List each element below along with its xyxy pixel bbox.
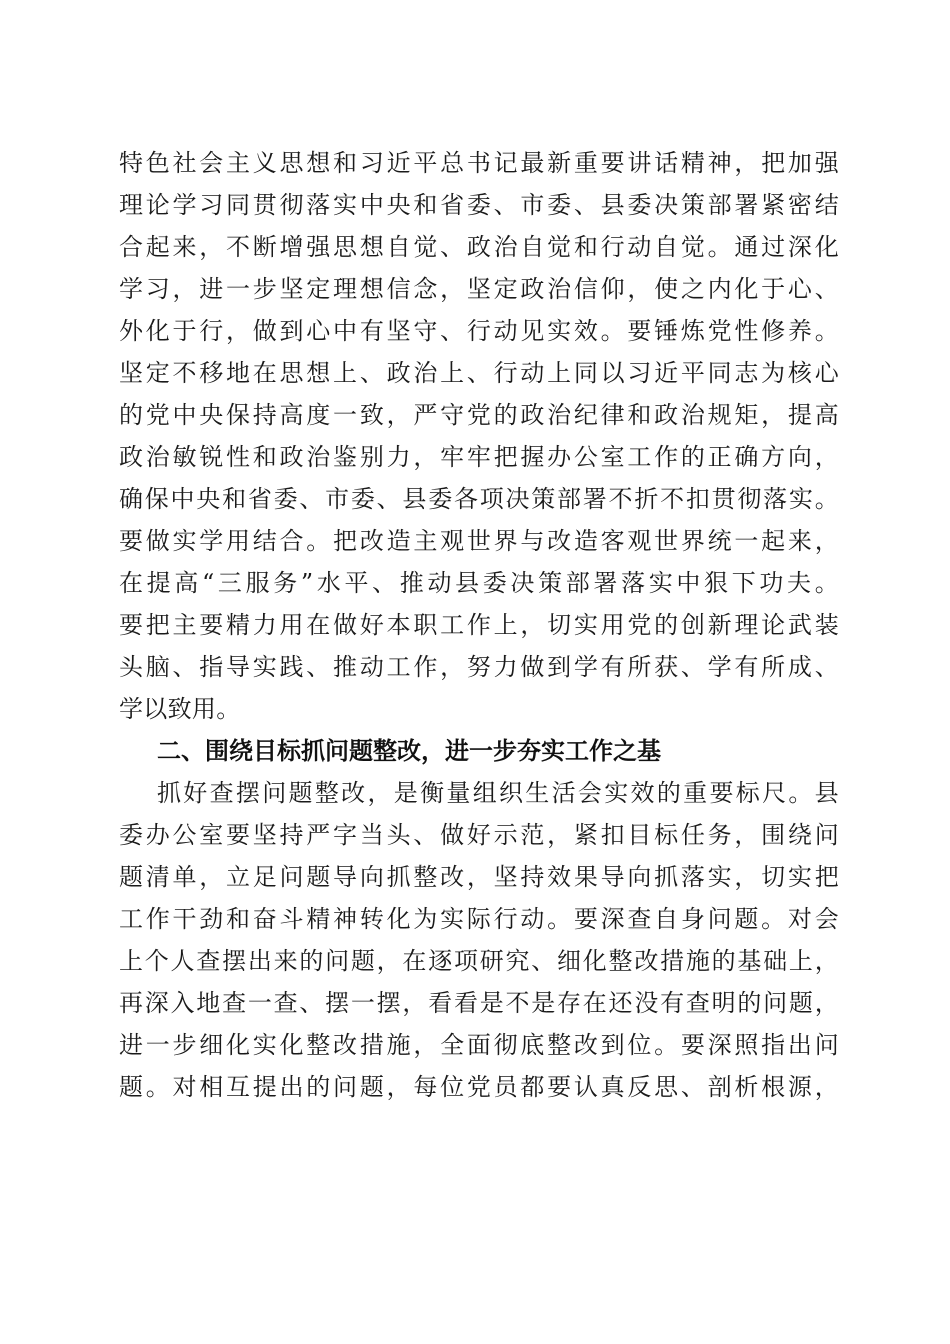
paragraph-line: 政治敏锐性和政治鉴别力，牢牢把握办公室工作的正确方向， <box>119 443 839 471</box>
paragraph-line: 要做实学用结合。把改造主观世界与改造客观世界统一起来， <box>119 527 839 555</box>
paragraph-2 <box>119 772 839 1108</box>
paragraph-line: 学习，进一步坚定理想信念，坚定政治信仰，使之内化于心、 <box>119 275 839 303</box>
paragraph-line: 学以致用。 <box>119 695 241 723</box>
paragraph-line: 合起来，不断增强思想自觉、政治自觉和行动自觉。通过深化 <box>119 233 839 261</box>
paragraph-line: 委办公室要坚持严字当头、做好示范，紧扣目标任务，围绕问 <box>119 821 839 849</box>
paragraph-1 <box>119 142 839 730</box>
paragraph-line: 上个人查摆出来的问题，在逐项研究、细化整改措施的基础上， <box>119 947 839 975</box>
paragraph-line: 抓好查摆问题整改，是衡量组织生活会实效的重要标尺。县 <box>157 779 839 807</box>
paragraph-line: 理论学习同贯彻落实中央和省委、市委、县委决策部署紧密结 <box>119 191 839 219</box>
paragraph-line: 在提高“三服务”水平、推动县委决策部署落实中狠下功夫。 <box>119 569 839 597</box>
paragraph-line: 的党中央保持高度一致，严守党的政治纪律和政治规矩，提高 <box>119 401 839 429</box>
paragraph-line: 确保中央和省委、市委、县委各项决策部署不折不扣贯彻落实。 <box>119 485 839 513</box>
paragraph-line: 外化于行，做到心中有坚守、行动见实效。要锤炼党性修养。 <box>119 317 839 345</box>
paragraph-line: 进一步细化实化整改措施，全面彻底整改到位。要深照指出问 <box>119 1031 839 1059</box>
paragraph-line: 题清单，立足问题导向抓整改，坚持效果导向抓落实，切实把 <box>119 863 839 891</box>
paragraph-line: 特色社会主义思想和习近平总书记最新重要讲话精神，把加强 <box>119 149 839 177</box>
paragraph-line: 工作干劲和奋斗精神转化为实际行动。要深查自身问题。对会 <box>119 905 839 933</box>
paragraph-line: 头脑、指导实践、推动工作，努力做到学有所获、学有所成、 <box>119 653 839 681</box>
section-heading: 二、围绕目标抓问题整改，进一步夯实工作之基 <box>157 737 661 765</box>
paragraph-line: 要把主要精力用在做好本职工作上，切实用党的创新理论武装 <box>119 611 839 639</box>
paragraph-line: 坚定不移地在思想上、政治上、行动上同以习近平同志为核心 <box>119 359 839 387</box>
paragraph-line: 题。对相互提出的问题，每位党员都要认真反思、剖析根源， <box>119 1073 839 1101</box>
document-body <box>119 142 839 1108</box>
paragraph-line: 再深入地查一查、摆一摆，看看是不是存在还没有查明的问题， <box>119 989 839 1017</box>
